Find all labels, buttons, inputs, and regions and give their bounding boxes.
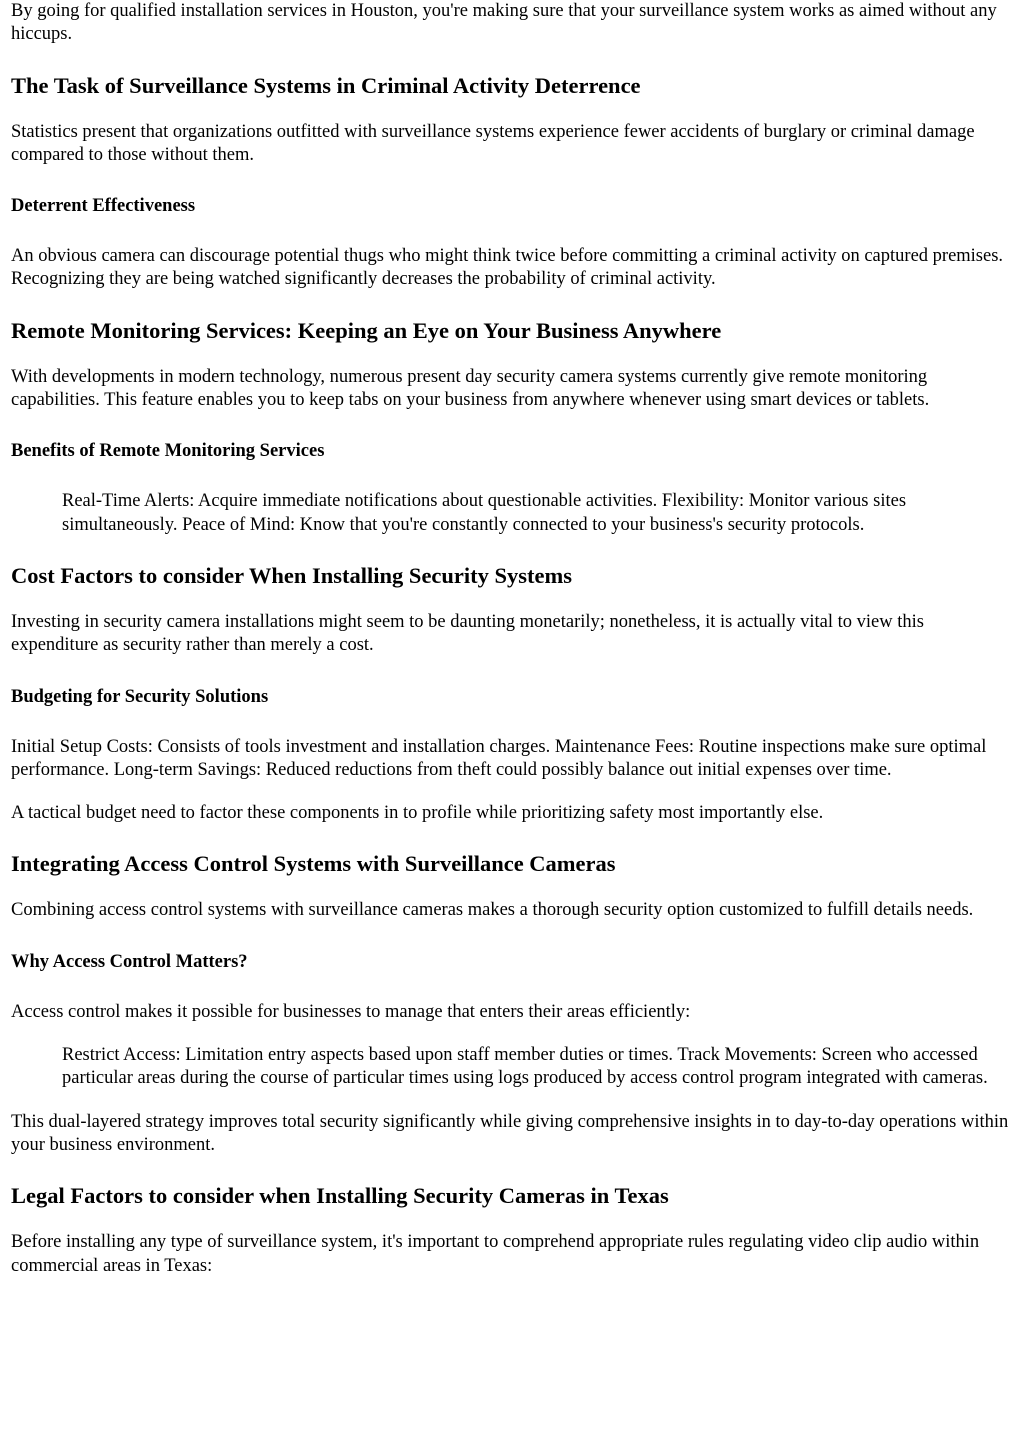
paragraph-tactical-budget: A tactical budget need to factor these components in to profile while prioritizing safety most importantly else. [11,803,824,824]
paragraph-dual-layered: This dual-layered strategy improves total security significantly while giving comprehensive insights in to day-to-day operations within your business environment. [11,1111,1009,1155]
heading-legal-factors: Legal Factors to consider when Installing Security Cameras in Texas [11,1183,669,1209]
quote-remote-benefits: Real-Time Alerts: Acquire immediate notifications about questionable activities. Flexibility: Monitor various sites simultaneously. Peace of Mind: Know that you're constantly connected to your business's security protocols. [62,491,907,535]
heading-access-control: Integrating Access Control Systems with Surveillance Cameras [11,851,616,877]
subheading-access-matters: Why Access Control Matters? [11,951,248,972]
paragraph-investing: Investing in security camera installations might seem to be daunting monetarily; nonetheless, it is actually vital to view this expenditure as security rather than merely a cost. [11,611,924,656]
paragraph-combining: Combining access control systems with surveillance cameras makes a thorough security option customized to fulfill details needs. [11,900,974,921]
heading-cost-factors: Cost Factors to consider When Installing Security Systems [11,562,573,588]
paragraph-legal-intro: Before installing any type of surveillance system, it's important to comprehend appropriate rules regulating video clip audio within commercial areas in Texas: [11,1232,980,1276]
heading-crime-deterrence: The Task of Surveillance Systems in Criminal Activity Deterrence [11,72,641,98]
heading-remote-monitoring: Remote Monitoring Services: Keeping an Eye on Your Business Anywhere [11,317,722,343]
paragraph-remote-monitoring: With developments in modern technology, numerous present day security camera systems currently give remote monitoring capabilities. This feature enables you to keep tabs on your business from anywhere whenever using smart devices or tablets. [11,366,930,411]
quote-access-items: Restrict Access: Limitation entry aspects based upon staff member duties or times. Track Movements: Screen who accessed particular areas during the course of particular times using logs produced by access control program integrated with cameras. [62,1045,988,1089]
paragraph-visible-camera: An obvious camera can discourage potential thugs who might think twice before committing a criminal activity on captured premises. Recognizing they are being watched significantly decreases the probability of criminal activity. [11,246,1004,290]
paragraph-installation-services: By going for qualified installation services in Houston, you're making sure that your surveillance system works as aimed without any hiccups. [11,1,997,45]
subheading-budgeting: Budgeting for Security Solutions [11,686,269,707]
subheading-deterrent-effectiveness: Deterrent Effectiveness [11,196,196,217]
subheading-remote-benefits: Benefits of Remote Monitoring Services [11,441,325,462]
paragraph-statistics: Statistics present that organizations outfitted with surveillance systems experience fewer accidents of burglary or criminal damage compared to those without them. [11,121,975,165]
paragraph-access-control-intro: Access control makes it possible for businesses to manage that enters their areas efficiently: [11,1001,691,1022]
paragraph-budget-items: Initial Setup Costs: Consists of tools investment and installation charges. Maintenance Fees: Routine inspections make sure optimal performance. Long-term Savings: Reduced reductions from theft could possibly balance out initial expenses over time. [11,736,987,780]
